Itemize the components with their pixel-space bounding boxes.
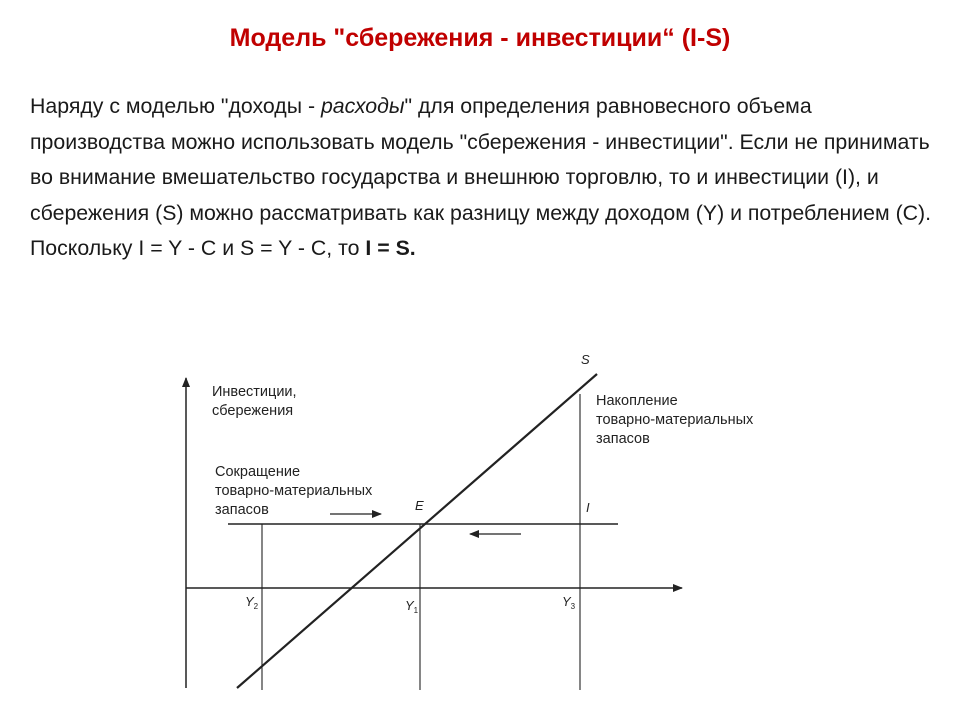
y1-tick-label: Y1 (405, 598, 419, 615)
intro-text-italic: расходы (320, 94, 405, 118)
i-line-label: I (586, 500, 590, 515)
intro-text-part2: " для определения равновесного объема производства можно использовать модель "сбережения - инвестиции". Если не принимать во внимание вмешательство государства и внешнюю торговлю, то и инвестиции (I), и сбережения (S) можно рассматривать как разницу между доходом (Y) и потреблением (С). (30, 94, 932, 225)
accumulation-label-line3: запасов (596, 431, 650, 447)
slide-title: Модель "сбережения - инвестиции“ (I-S) (229, 24, 731, 52)
y-axis-label-line1: Инвестиции, (212, 384, 297, 400)
formula-prefix: Поскольку I = Y - C и S = Y - C, то (30, 236, 366, 261)
accumulation-label-line1: Накопление (596, 393, 678, 409)
intro-text-part1: Наряду с моделью "доходы - (30, 94, 321, 118)
equilibrium-label: E (415, 498, 424, 513)
y-axis-label-line2: сбережения (212, 403, 294, 419)
reduction-label-line3: запасов (215, 502, 269, 518)
formula-conclusion: I = S. (365, 236, 416, 261)
savings-line (237, 374, 597, 688)
y3-tick-label: Y3 (562, 594, 576, 611)
reduction-label-line2: товарно-материальных (215, 483, 373, 499)
s-line-label: S (581, 352, 590, 367)
accumulation-label-line2: товарно-материальных (596, 412, 754, 428)
reduction-label-line1: Сокращение (215, 464, 301, 480)
y2-tick-label: Y2 (245, 594, 259, 611)
